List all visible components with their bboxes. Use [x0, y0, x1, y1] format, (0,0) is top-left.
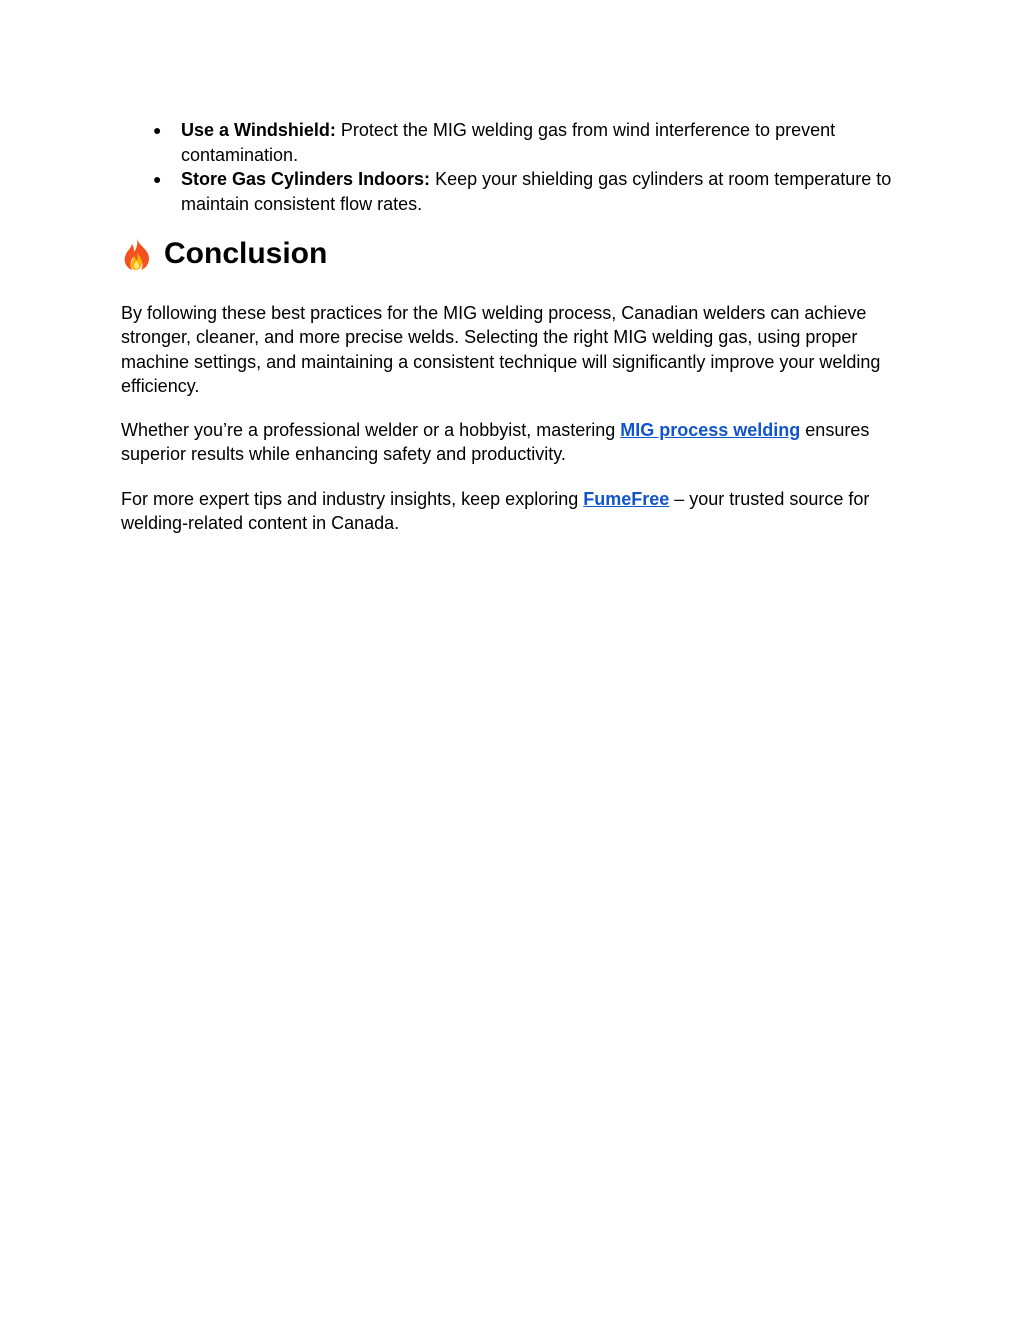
conclusion-paragraph-2: [121, 418, 906, 467]
paragraph-text: ensures superior results while enhancing safety and productivity.: [121, 420, 870, 465]
paragraph-text: For more expert tips and industry insights, keep exploring: [121, 488, 584, 509]
list-item-label: Use a Windshield:: [181, 120, 336, 140]
bullet-icon: ●: [153, 171, 162, 187]
tips-list: [121, 118, 906, 216]
document-page: [121, 118, 906, 535]
bullet-icon: ●: [153, 122, 162, 138]
list-item: [121, 118, 906, 167]
conclusion-title: Conclusion: [164, 237, 328, 270]
list-item-text: Protect the MIG welding gas from wind interference to prevent contamination.: [181, 120, 836, 165]
conclusion-paragraph-3: [121, 487, 906, 536]
conclusion-heading: [121, 234, 906, 274]
list-item-label: Store Gas Cylinders Indoors:: [181, 169, 431, 189]
paragraph-text: – your trusted source for welding-related content in Canada.: [121, 488, 870, 534]
list-item: [121, 167, 906, 216]
fumefree-link[interactable]: FumeFree: [583, 488, 670, 509]
list-item-text: Keep your shielding gas cylinders at room temperature to maintain consistent flow rates.: [181, 169, 892, 214]
mig-process-welding-link[interactable]: MIG process welding: [620, 420, 801, 441]
paragraph-text: Whether you’re a professional welder or a hobbyist, mastering: [121, 420, 621, 441]
fire-icon: [121, 237, 153, 271]
conclusion-paragraph-1: By following these best practices for the MIG welding process, Canadian welders can achieve stronger, cleaner, and more precise welds. Selecting the right MIG welding gas, using proper machine settings, and maintaining a consistent technique will significantly improve your welding efficiency.: [121, 303, 881, 396]
